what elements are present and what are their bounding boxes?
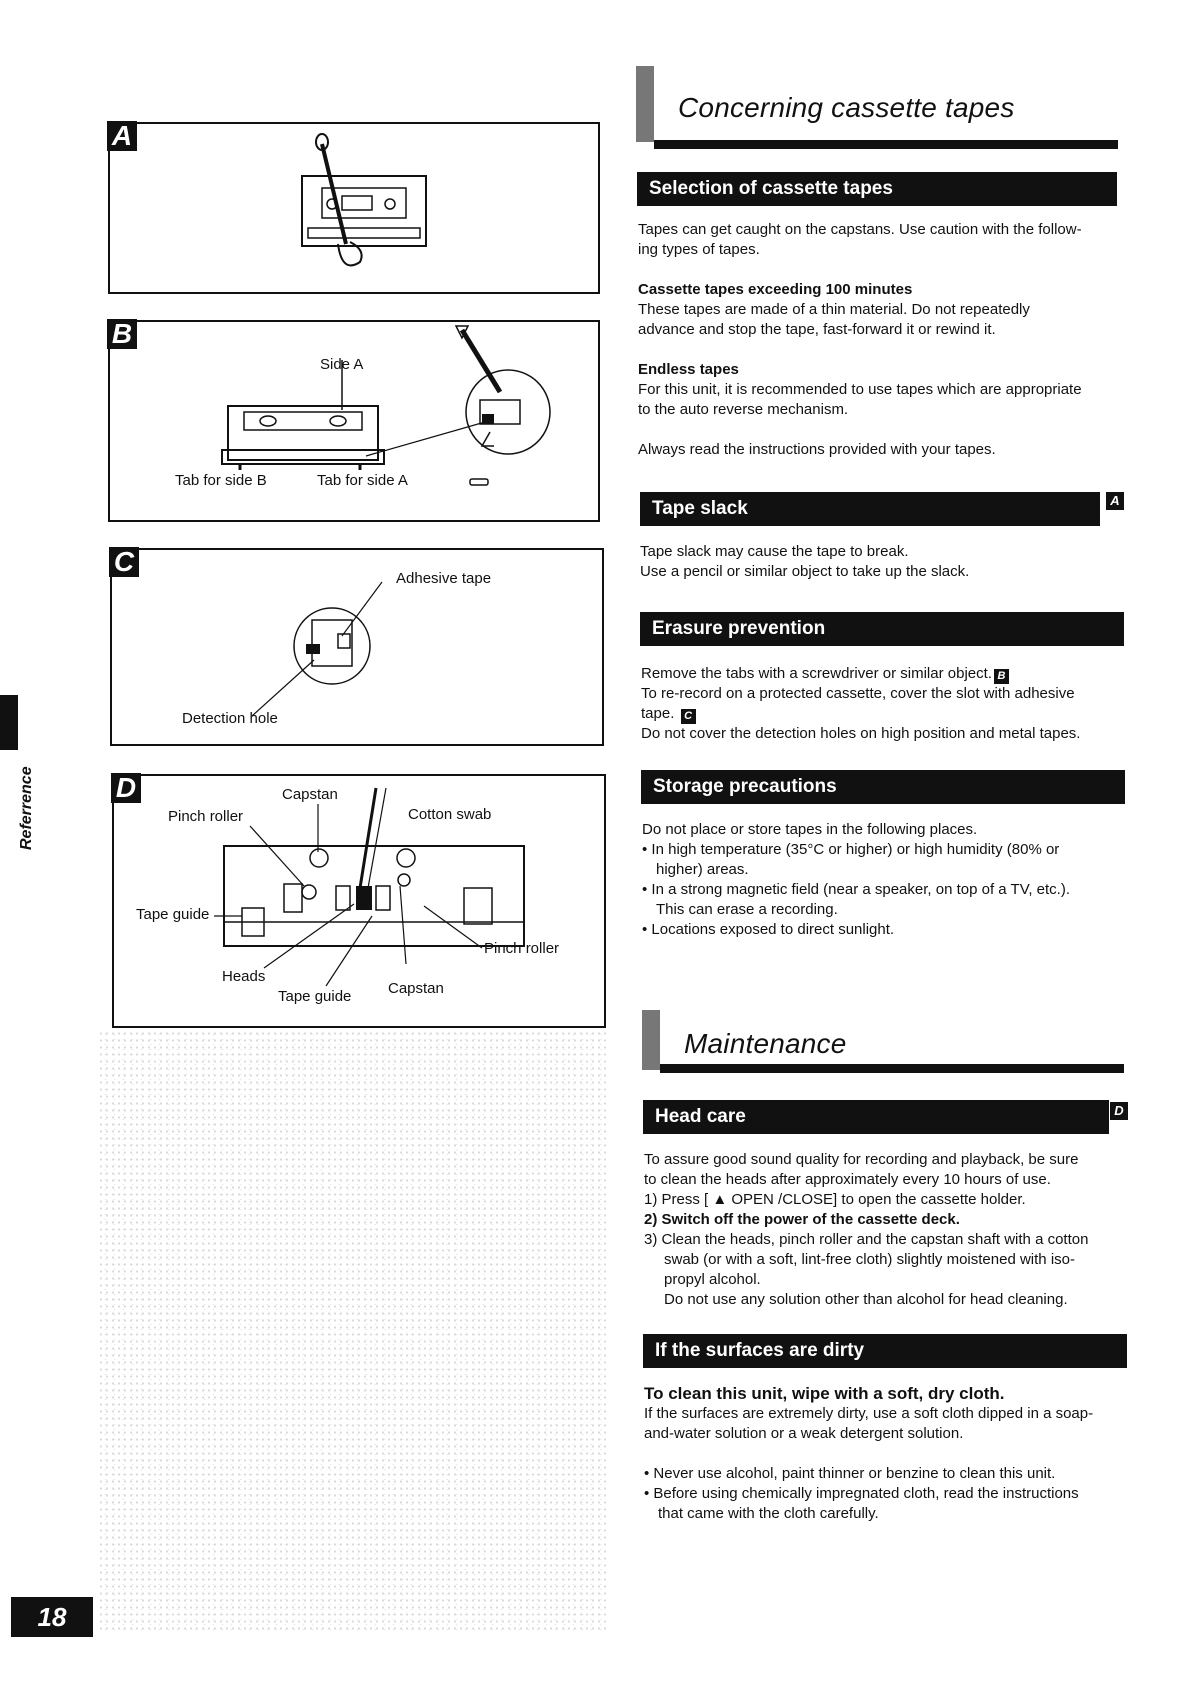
title-marker xyxy=(636,66,654,142)
page-number: 18 xyxy=(11,1597,93,1637)
heading-storage: Storage precautions xyxy=(641,770,1125,804)
selection-text: Tapes can get caught on the capstans. Use caution with the follow- ing types of tapes. Cassette tapes exceeding 100 minutes These tapes are made of a thin material. Do not repeatedly advance and stop the tape, fast-forward it or rewind it. Endless tapes For this unit, it is recommended to use tapes which are appropriate to the auto reverse mechanism. Always read the instructions provided with your tapes. xyxy=(638,221,1082,458)
figure-d xyxy=(112,774,606,1028)
inline-tag-c: C xyxy=(681,709,696,724)
cassette-title-rule xyxy=(654,140,1118,149)
figure-b-tag: B xyxy=(107,319,137,349)
label-detection-hole: Detection hole xyxy=(182,710,278,727)
cassette-title: Concerning cassette tapes xyxy=(678,92,1015,123)
inline-tag-b: B xyxy=(994,669,1009,684)
section-tab-marker xyxy=(0,695,18,750)
label-tab-side-a: Tab for side A xyxy=(317,472,408,489)
figure-c-tag: C xyxy=(109,547,139,577)
label-cotton-swab: Cotton swab xyxy=(408,806,492,823)
figure-b xyxy=(108,320,600,522)
figure-d-tag: D xyxy=(111,773,141,803)
tag-a-slack: A xyxy=(1106,492,1124,510)
label-capstan-bottom: Capstan xyxy=(388,980,444,997)
tape-slack-text: Tape slack may cause the tape to break. Use a pencil or similar object to take up the slack. xyxy=(640,543,970,580)
label-tape-guide-bottom: Tape guide xyxy=(278,988,352,1005)
label-tab-side-b: Tab for side B xyxy=(175,472,267,489)
section-side-label: Referrence xyxy=(18,766,35,850)
label-heads: Heads xyxy=(222,968,266,985)
label-capstan-top: Capstan xyxy=(282,786,338,803)
heading-head-care: Head care xyxy=(643,1100,1109,1134)
maintenance-title-rule xyxy=(660,1064,1124,1073)
heading-erasure: Erasure prevention xyxy=(640,612,1124,646)
storage-text: Do not place or store tapes in the following places. • In high temperature (35°C or higher) or high humidity (80% or higher) areas. • In a strong magnetic field (near a speaker, on top of a TV, etc.). This can erase a recording. • Locations exposed to direct sunlight. xyxy=(642,821,1070,938)
heading-tape-slack: Tape slack xyxy=(640,492,1100,526)
label-pinch-roller-right: Pinch roller xyxy=(484,940,560,957)
background-texture xyxy=(98,1030,608,1630)
label-tape-guide-left: Tape guide xyxy=(136,906,210,923)
erasure-text: Remove the tabs with a screwdriver or similar object. B To re-record on a protected cassette, cover the slot with adhesive tape. C Do not cover the detection holes on high position and metal tapes. xyxy=(641,665,1081,742)
figure-c xyxy=(110,548,604,746)
figure-a xyxy=(108,122,600,294)
figure-a-tag: A xyxy=(107,121,137,151)
heading-selection: Selection of cassette tapes xyxy=(637,172,1117,206)
heading-dirty-surfaces: If the surfaces are dirty xyxy=(643,1334,1127,1368)
label-adhesive-tape: Adhesive tape xyxy=(396,570,492,587)
head-care-text: To assure good sound quality for recording and playback, be sure to clean the heads after approximately every 10 hours of use. 1) Press [ ▲ OPEN /CLOSE] to open the cassette holder. 2) Switch off the power of the cassette deck. 3) Clean the heads, pinch roller and the capstan shaft with a cotton swab (or with a soft, lint-free cloth) slightly moistened with iso- propyl alcohol. Do not use any solution other than alcohol for head cleaning. xyxy=(644,1151,1089,1308)
maintenance-title-marker xyxy=(642,1010,660,1070)
dirty-surfaces-text: To clean this unit, wipe with a soft, dry cloth. If the surfaces are extremely dirty, use a soft cloth dipped in a soap- and-water solution or a weak detergent solution. • Never use alcohol, paint thinner or benzine to clean this unit. • Before using chemically impregnated cloth, read the instructions that came with the cloth carefully. xyxy=(644,1384,1094,1522)
figure-a-diagram xyxy=(110,124,598,292)
label-side-a: Side A xyxy=(320,356,364,373)
figure-b-diagram xyxy=(110,322,598,520)
tag-d-head-care: D xyxy=(1110,1102,1128,1120)
maintenance-title: Maintenance xyxy=(684,1028,847,1059)
label-pinch-roller-left: Pinch roller xyxy=(168,808,244,825)
